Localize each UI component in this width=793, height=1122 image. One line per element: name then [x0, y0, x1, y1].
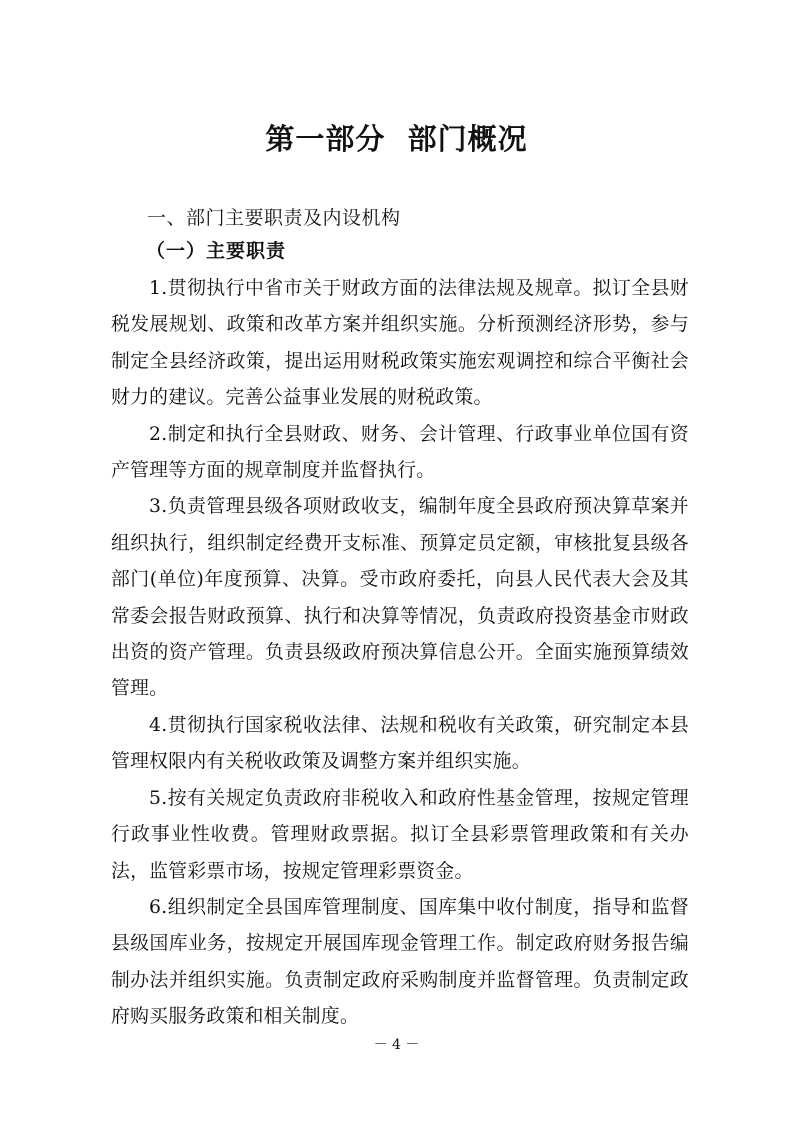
page-number: － 4 － [373, 1037, 420, 1053]
section-heading: 一、部门主要职责及内设机构 [147, 207, 401, 229]
duty-paragraph: 3.负责管理县级各项财政收支，编制年度全县政府预决算草案并组织执行，组织制定经费开支标准、预算定员定额，审核批复县级各部门(单位)年度预算、决算。受市政府委托，向县人民代表大会及其常委会报告财政预算、执行和决算等情况，负责政府投资基金市财政出资的资产管理。负责县级政府预决算信息公开。全面实施预算绩效管理。 [111, 496, 689, 700]
duty-paragraph: 5.按有关规定负责政府非税收入和政府性基金管理，按规定管理行政事业性收费。管理财政票据。拟订全县彩票管理政策和有关办法，监管彩票市场，按规定管理彩票资金。 [111, 787, 689, 882]
page-title: 第一部分 部门概况 [265, 122, 528, 156]
duties-list [111, 271, 689, 1036]
duty-paragraph: 2.制定和执行全县财政、财务、会计管理、行政事业单位国有资产管理等方面的规章制度并监督执行。 [111, 423, 689, 482]
duty-paragraph: 1.贯彻执行中省市关于财政方面的法律法规及规章。拟订全县财税发展规划、政策和改革方案并组织实施。分析预测经济形势，参与制定全县经济政策，提出运用财税政策实施宏观调控和综合平衡社会财力的建议。完善公益事业发展的财税政策。 [111, 278, 689, 409]
duty-paragraph: 6.组织制定全县国库管理制度、国库集中收付制度，指导和监督县级国库业务，按规定开展国库现金管理工作。制定政府财务报告编制办法并组织实施。负责制定政府采购制度并监督管理。负责制定政府购买服务政策和相关制度。 [111, 896, 689, 1028]
subsection-heading: （一）主要职责 [146, 240, 287, 262]
duty-paragraph: 4.贯彻执行国家税收法律、法规和税收有关政策，研究制定本县管理权限内有关税收政策及调整方案并组织实施。 [111, 714, 689, 773]
